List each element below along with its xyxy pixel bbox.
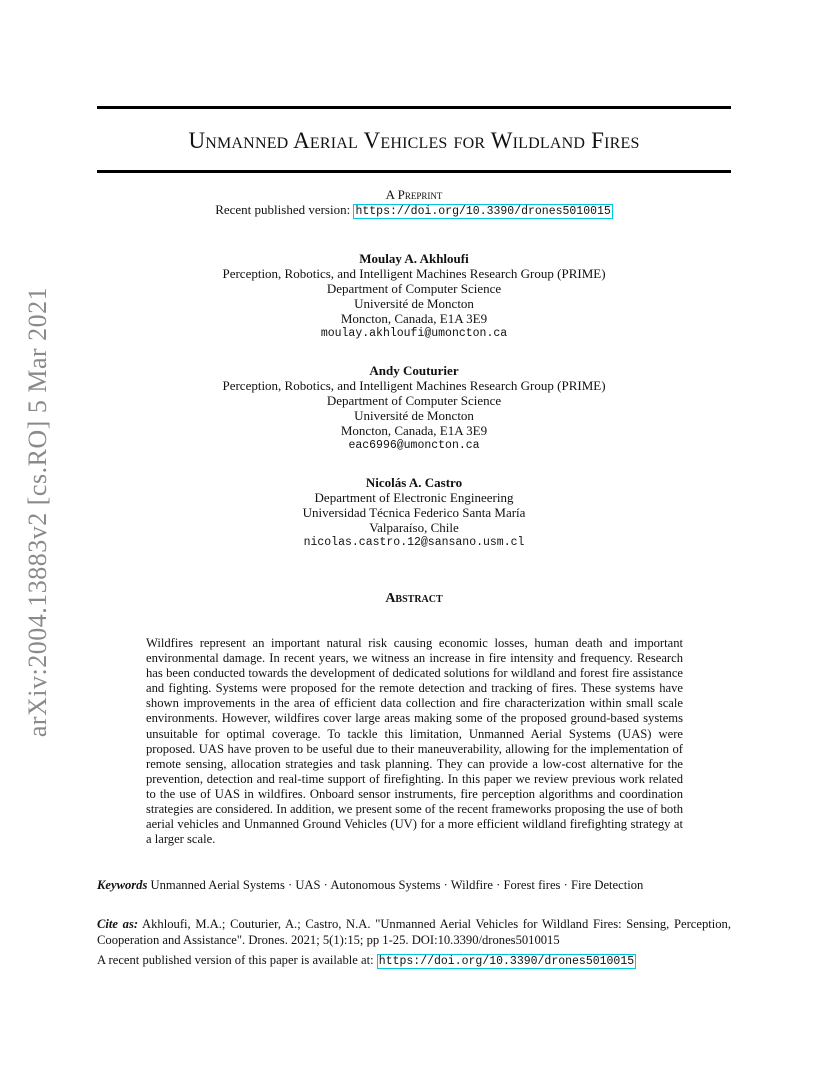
author-name: Nicolás A. Castro	[365, 475, 463, 490]
citation-label: Cite as:	[97, 917, 139, 931]
author-block-2	[97, 363, 731, 453]
author-group: Perception, Robotics, and Intelligent Machines Research Group (PRIME)	[222, 266, 606, 281]
author-group: Perception, Robotics, and Intelligent Machines Research Group (PRIME)	[222, 378, 606, 393]
availability-link[interactable]: https://doi.org/10.3390/drones5010015	[378, 955, 635, 968]
arxiv-identifier: arXiv:2004.13883v2 [cs.RO] 5 Mar 2021	[23, 286, 52, 738]
author-institution: Universidad Técnica Federico Santa María	[302, 505, 526, 520]
published-version-prefix: Recent published version:	[215, 202, 351, 217]
title-top-rule	[97, 106, 731, 109]
author-department: Department of Computer Science	[326, 281, 502, 296]
author-block-3	[97, 475, 731, 550]
citation-block	[97, 916, 731, 948]
author-email[interactable]: nicolas.castro.12@sansano.usm.cl	[303, 536, 525, 549]
author-block-1	[97, 251, 731, 341]
author-email[interactable]: eac6996@umoncton.ca	[348, 439, 480, 452]
citation-text: Akhloufi, M.A.; Couturier, A.; Castro, N.A. "Unmanned Aerial Vehicles for Wildland Fires: Sensing, Perception, Cooperation and Assistance". Drones. 2021; 5(1):15; pp 1-25. DOI:10.3390/drones5010015	[97, 917, 731, 947]
title-bottom-rule	[97, 170, 731, 173]
published-version-link[interactable]: https://doi.org/10.3390/drones5010015	[355, 205, 611, 218]
availability-prefix: A recent published version of this paper is available at:	[97, 953, 374, 967]
keywords-label: Keywords	[97, 878, 148, 892]
availability-line	[97, 953, 731, 968]
author-institution: Université de Moncton	[354, 296, 474, 311]
abstract-text: Wildfires represent an important natural risk causing economic losses, human death and important environmental damage. In recent years, we witness an increase in fire intensity and frequency. Research has been conducted towards the development of dedicated solutions for wildland and forest fire assistance and fighting. Systems were proposed for the remote detection and tracking of fires. These systems have shown improvements in the area of efficient data collection and fire characterization within small scale environments. However, wildfires cover large areas making some of the proposed ground-based systems unsuitable for optimal coverage. To tackle this limitation, Unmanned Aerial Systems (UAS) were proposed. UAS have proven to be useful due to their maneuverability, allowing for the implementation of remote sensing, allocation strategies and task planning. They can provide a low-cost alternative for the prevention, detection and real-time support of firefighting. In this paper we review previous work related to the use of UAS in wildfires. Onboard sensor instruments, fire perception algorithms and coordination strategies are considered. In addition, we present some of the recent frameworks proposing the use of both aerial vehicles and Unmanned Ground Vehicles (UV) for a more efficient wildland firefighting strategy at a larger scale.	[146, 636, 683, 847]
author-location: Valparaíso, Chile	[369, 520, 459, 535]
keywords-text: Unmanned Aerial Systems · UAS · Autonomous Systems · Wildfire · Forest fires · Fire Detection	[150, 878, 644, 892]
preprint-label: A Preprint	[385, 187, 443, 202]
keywords-line	[97, 878, 731, 893]
author-location: Moncton, Canada, E1A 3E9	[340, 311, 488, 326]
abstract-heading: Abstract	[385, 591, 443, 606]
author-department: Department of Computer Science	[326, 393, 502, 408]
author-department: Department of Electronic Engineering	[314, 490, 514, 505]
author-institution: Université de Moncton	[354, 408, 474, 423]
preprint-block	[97, 187, 731, 219]
paper-title: Unmanned Aerial Vehicles for Wildland Fires	[188, 128, 640, 153]
published-version-line	[97, 202, 731, 219]
author-email[interactable]: moulay.akhloufi@umoncton.ca	[320, 327, 508, 340]
author-location: Moncton, Canada, E1A 3E9	[340, 423, 488, 438]
author-name: Moulay A. Akhloufi	[359, 251, 469, 266]
author-name: Andy Couturier	[369, 363, 459, 378]
